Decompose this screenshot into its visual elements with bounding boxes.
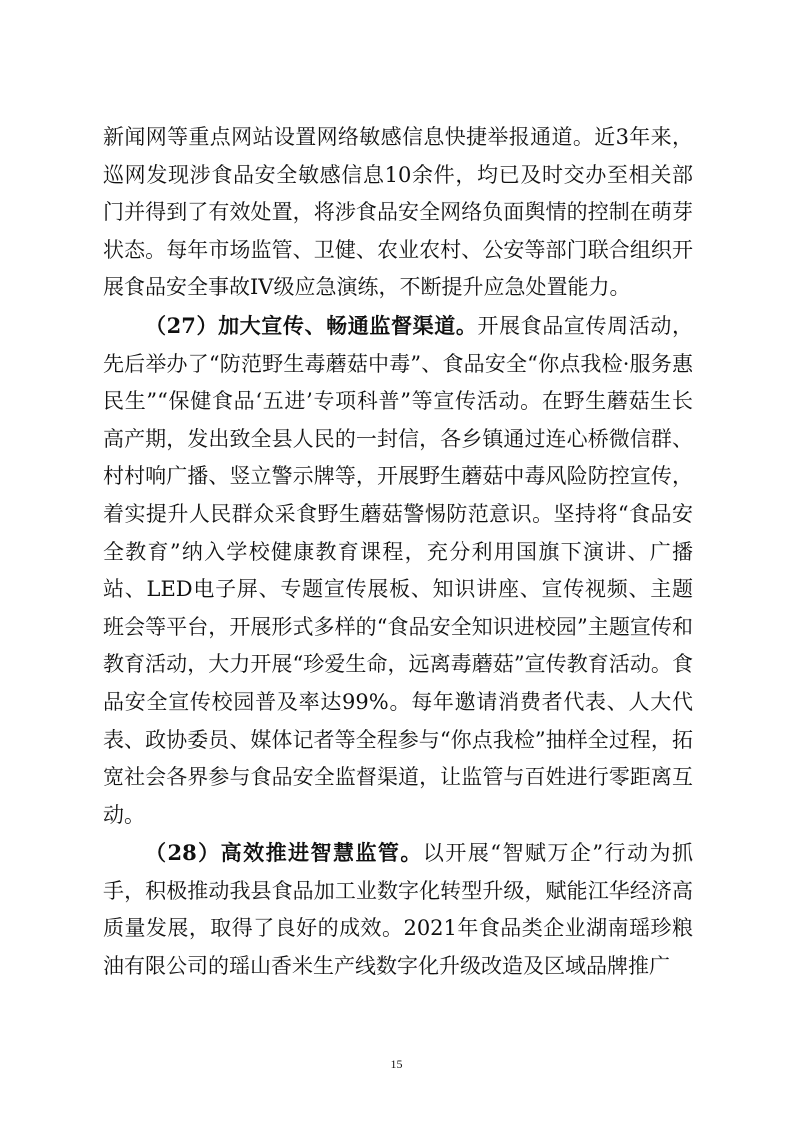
section-heading-27: （27）加大宣传、畅通监督渠道。 xyxy=(145,312,478,338)
paragraph-28 xyxy=(103,834,693,985)
paragraph-text: 开展食品宣传周活动，先后举办了“防范野生毒蘑菇中毒”、食品安全“你点我检·服务惠民生”“保健食品‘五进’专项科普”等宣传活动。在野生蘑菇生长高产期，发出致全县人民的一封信，各乡镇通过连心桥微信群、村村响广播、竖立警示牌等，开展野生蘑菇中毒风险防控宣传，着实提升人民群众采食野生蘑菇警惕防范意识。坚持将“食品安全教育”纳入学校健康教育课程，充分利用国旗下演讲、广播站、LED电子屏、专题宣传展板、知识讲座、宣传视频、主题班会等平台，开展形式多样的“食品安全知识进校园”主题宣传和教育活动，大力开展“珍爱生命，远离毒蘑菇”宣传教育活动。食品安全宣传校园普及率达99%。每年邀请消费者代表、人大代表、政协委员、媒体记者等全程参与“你点我检”抽样全过程，拓宽社会各界参与食品安全监督渠道，让监管与百姓进行零距离互动。 xyxy=(103,313,693,827)
paragraph-continuation xyxy=(103,119,693,307)
section-heading-28: （28）高效推进智慧监管。 xyxy=(145,840,423,866)
paragraph-text: 以开展“智赋万企”行动为抓手，积极推动我县食品加工业数字化转型升级，赋能江华经济高质量发展，取得了良好的成效。2021年食品类企业湖南瑶珍粮油有限公司的瑶山香米生产线数字化升级改造及区域品牌推广 xyxy=(103,841,693,979)
paragraph-text: 新闻网等重点网站设置网络敏感信息快捷举报通道。近3年来，巡网发现涉食品安全敏感信息10余件，均已及时交办至相关部门并得到了有效处置，将涉食品安全网络负面舆情的控制在萌芽状态。每年市场监管、卫健、农业农村、公安等部门联合组织开展食品安全事故IV级应急演练，不断提升应急处置能力。 xyxy=(103,125,693,300)
paragraph-27 xyxy=(103,307,693,834)
page-number: 15 xyxy=(390,1057,403,1071)
document-body xyxy=(103,119,693,986)
